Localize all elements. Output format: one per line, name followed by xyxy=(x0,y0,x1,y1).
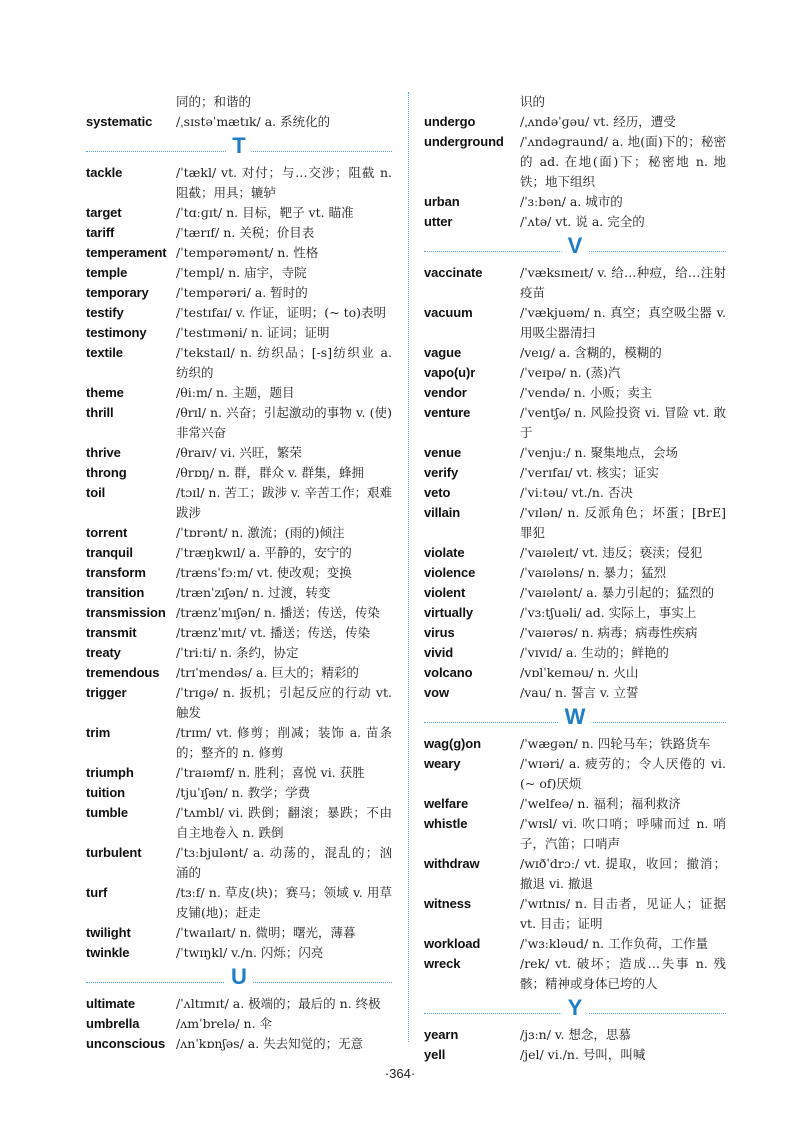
definition: /wɪðˈdrɔː/ vt. 提取，收回；撤消；撤退 vi. 撤退 xyxy=(520,856,726,891)
headword: tremendous xyxy=(86,665,160,680)
definition: /θiːm/ n. 主题，题目 xyxy=(176,385,295,400)
definition: /ˈtestɪfaɪ/ v. 作证，证明；(~ to)表明 xyxy=(176,305,387,320)
section-header xyxy=(86,134,392,160)
left-column xyxy=(86,92,392,1054)
headword: vacuum xyxy=(424,305,473,320)
dictionary-entry xyxy=(86,543,392,563)
headword: twilight xyxy=(86,925,131,940)
headword: textile xyxy=(86,345,123,360)
dictionary-entry xyxy=(86,843,392,883)
headword: vague xyxy=(424,345,462,360)
definition: /ˈɜːbən/ a. 城市的 xyxy=(520,194,623,209)
page-number: ·364· xyxy=(384,1066,416,1081)
headword: vendor xyxy=(424,385,467,400)
headword: violence xyxy=(424,565,476,580)
headword: venue xyxy=(424,445,462,460)
dictionary-entry xyxy=(424,543,726,563)
definition: /trænsˈfɔːm/ vt. 使改观；变换 xyxy=(176,565,352,580)
dictionary-entry xyxy=(86,563,392,583)
definition: /θraɪv/ vi. 兴旺，繁荣 xyxy=(176,445,302,460)
definition: /trænzˈmɪt/ vt. 播送；传送，传染 xyxy=(176,625,371,640)
dictionary-entry xyxy=(86,283,392,303)
dictionary-entry xyxy=(86,1014,392,1034)
headword: thrill xyxy=(86,405,114,420)
definition: /trɪˈmendəs/ a. 巨大的；精彩的 xyxy=(176,665,359,680)
definition: /ˈvendə/ n. 小贩；卖主 xyxy=(520,385,653,400)
definition: /ˈvæksɪneɪt/ v. 给…种痘，给…注射疫苗 xyxy=(520,265,726,300)
dictionary-entry xyxy=(424,132,726,192)
headword: umbrella xyxy=(86,1016,140,1031)
headword: villain xyxy=(424,505,461,520)
headword: venture xyxy=(424,405,471,420)
headword: tackle xyxy=(86,165,123,180)
headword: verify xyxy=(424,465,459,480)
headword: temperament xyxy=(86,245,167,260)
definition: /ˈtwɪŋkl/ v./n. 闪烁；闪亮 xyxy=(176,945,324,960)
headword: transition xyxy=(86,585,145,600)
dictionary-entry xyxy=(86,383,392,403)
dictionary-entry xyxy=(424,894,726,934)
definition: /ˈtwaɪlaɪt/ n. 微明；曙光，薄暮 xyxy=(176,925,356,940)
dictionary-entry xyxy=(86,303,392,323)
definition: /ˈʌltɪmɪt/ a. 极端的；最后的 n. 终极 xyxy=(176,996,381,1011)
dictionary-entry xyxy=(424,403,726,443)
headword: withdraw xyxy=(424,856,480,871)
definition: 识的 xyxy=(520,94,546,109)
headword: torrent xyxy=(86,525,128,540)
definition: /tɔɪl/ n. 苦工；跋涉 v. 辛苦工作；艰难跋涉 xyxy=(176,485,392,520)
headword: weary xyxy=(424,756,461,771)
definition: /ˈveɪpə/ n. (蒸)汽 xyxy=(520,365,621,380)
dictionary-entry xyxy=(86,343,392,383)
dictionary-entry xyxy=(86,583,392,603)
definition: /trɪm/ vt. 修剪；削减；装饰 a. 苗条的；整齐的 n. 修剪 xyxy=(176,725,392,760)
headword: turf xyxy=(86,885,108,900)
definition: /ˈtɑːɡɪt/ n. 目标，靶子 vt. 瞄准 xyxy=(176,205,354,220)
headword: utter xyxy=(424,214,453,229)
definition: /ˈtrɪɡə/ n. 扳机；引起反应的行动 vt. 触发 xyxy=(176,685,392,720)
section-header xyxy=(424,705,726,731)
definition: /ʌmˈbrelə/ n. 伞 xyxy=(176,1016,273,1031)
definition: /ˈventʃə/ n. 风险投资 vi. 冒险 vt. 敢于 xyxy=(520,405,726,440)
headword: yell xyxy=(424,1047,446,1062)
dictionary-entry xyxy=(86,443,392,463)
definition: /ˈverɪfaɪ/ vt. 核实；证实 xyxy=(520,465,659,480)
headword: unconscious xyxy=(86,1036,166,1051)
dictionary-entry xyxy=(424,623,726,643)
dictionary-entry xyxy=(86,263,392,283)
definition: /ˈwɪtnɪs/ n. 目击者，见证人；证据 vt. 目击；证明 xyxy=(520,896,726,931)
headword: throng xyxy=(86,465,127,480)
headword: violent xyxy=(424,585,466,600)
dictionary-entry xyxy=(424,92,726,112)
headword: testify xyxy=(86,305,124,320)
headword: trim xyxy=(86,725,111,740)
dictionary-entry xyxy=(86,203,392,223)
dictionary-entry xyxy=(86,803,392,843)
headword: treaty xyxy=(86,645,121,660)
dictionary-entry xyxy=(86,883,392,923)
definition: /ˈvaɪəleɪt/ vt. 违反；亵渎；侵犯 xyxy=(520,545,703,560)
definition: /ˈvɪlən/ n. 反派角色；坏蛋；[BrE]罪犯 xyxy=(520,505,726,540)
dictionary-entry xyxy=(86,723,392,763)
headword: theme xyxy=(86,385,124,400)
dictionary-entry xyxy=(86,463,392,483)
section-letter: W xyxy=(559,705,592,729)
headword: workload xyxy=(424,936,481,951)
definition: /ˌʌndəˈɡəu/ vt. 经历，遭受 xyxy=(520,114,676,129)
definition: /ˌsɪstəˈmætɪk/ a. 系统化的 xyxy=(176,114,331,129)
headword: violate xyxy=(424,545,465,560)
headword: tuition xyxy=(86,785,126,800)
definition: /ˈviːtəu/ vt./n. 否决 xyxy=(520,485,633,500)
definition: /ˈwɜːkləud/ n. 工作负荷，工作量 xyxy=(520,936,709,951)
headword: thrive xyxy=(86,445,121,460)
headword: turbulent xyxy=(86,845,142,860)
dictionary-entry xyxy=(86,223,392,243)
dictionary-entry xyxy=(86,763,392,783)
headword: underground xyxy=(424,134,504,149)
definition: /ˈvaɪələnt/ a. 暴力引起的；猛烈的 xyxy=(520,585,715,600)
definition: /ˈtriːti/ n. 条约，协定 xyxy=(176,645,299,660)
definition: /ˈtraɪəmf/ n. 胜利；喜悦 vi. 获胜 xyxy=(176,765,365,780)
headword: yearn xyxy=(424,1027,459,1042)
dictionary-entry xyxy=(424,854,726,894)
dictionary-entry xyxy=(424,112,726,132)
dictionary-entry xyxy=(424,1045,726,1065)
headword: virtually xyxy=(424,605,473,620)
headword: veto xyxy=(424,485,451,500)
dictionary-entry xyxy=(86,623,392,643)
dictionary-entry xyxy=(424,503,726,543)
dictionary-entry xyxy=(424,954,726,994)
definition: /ˈvaɪərəs/ n. 病毒；病毒性疾病 xyxy=(520,625,698,640)
headword: whistle xyxy=(424,816,468,831)
section-header xyxy=(86,965,392,991)
dictionary-entry xyxy=(424,794,726,814)
dictionary-entry xyxy=(86,243,392,263)
headword: twinkle xyxy=(86,945,130,960)
headword: virus xyxy=(424,625,455,640)
definition: /jɜːn/ v. 想念，思慕 xyxy=(520,1027,631,1042)
dictionary-entry xyxy=(424,603,726,623)
definition: /trænˈzɪʃən/ n. 过渡，转变 xyxy=(176,585,331,600)
dictionary-entry xyxy=(424,663,726,683)
headword: vow xyxy=(424,685,449,700)
dictionary-entry xyxy=(424,343,726,363)
dictionary-entry xyxy=(86,994,392,1014)
definition: /ˈtempl/ n. 庙宇，寺院 xyxy=(176,265,307,280)
headword: urban xyxy=(424,194,460,209)
dictionary-entry xyxy=(424,363,726,383)
dictionary-entry xyxy=(424,814,726,854)
dictionary-entry xyxy=(424,303,726,343)
definition: /ˈtræŋkwɪl/ a. 平静的，安宁的 xyxy=(176,545,352,560)
definition: 同的；和谐的 xyxy=(176,94,252,109)
definition: /ˈvenjuː/ n. 聚集地点，会场 xyxy=(520,445,678,460)
headword: transform xyxy=(86,565,146,580)
dictionary-entry xyxy=(86,523,392,543)
headword: vaccinate xyxy=(424,265,483,280)
dictionary-entry xyxy=(86,603,392,623)
definition: /ˈtestɪməni/ n. 证词；证明 xyxy=(176,325,330,340)
headword: trigger xyxy=(86,685,127,700)
definition: /tɜːf/ n. 草皮(块)；赛马；领域 v. 用草皮铺(地)；赶走 xyxy=(176,885,392,920)
definition: /ˈtʌmbl/ vi. 跌倒；翻滚；暴跌；不由自主地卷入 n. 跌倒 xyxy=(176,805,392,840)
headword: testimony xyxy=(86,325,147,340)
headword: vivid xyxy=(424,645,454,660)
definition: /ˈtɜːbjulənt/ a. 动荡的，混乱的；汹涌的 xyxy=(176,845,392,880)
dictionary-entry xyxy=(86,783,392,803)
dictionary-entry xyxy=(86,1034,392,1054)
section-letter: U xyxy=(225,965,253,989)
definition: /ˈwɪəri/ a. 疲劳的；令人厌倦的 vi. (~ of)厌烦 xyxy=(520,756,726,791)
definition: /ˈtekstaɪl/ n. 纺织品；[-s]纺织业 a. 纺织的 xyxy=(176,345,392,380)
section-letter: Y xyxy=(562,996,589,1020)
dictionary-entry xyxy=(424,934,726,954)
definition: /ˈtærɪf/ n. 关税；价目表 xyxy=(176,225,315,240)
definition: /ˈvɜːtʃuəli/ ad. 实际上，事实上 xyxy=(520,605,697,620)
definition: /ˈtempərəri/ a. 暂时的 xyxy=(176,285,308,300)
headword: tumble xyxy=(86,805,129,820)
dictionary-entry xyxy=(86,403,392,443)
definition: /rek/ vt. 破坏；造成…失事 n. 残骸；精神或身体已垮的人 xyxy=(520,956,726,991)
column-divider xyxy=(408,92,409,1042)
dictionary-entry xyxy=(86,323,392,343)
dictionary-entry xyxy=(424,443,726,463)
section-letter: V xyxy=(562,234,589,258)
headword: vapo(u)r xyxy=(424,365,476,380)
dictionary-entry xyxy=(424,212,726,232)
dictionary-entry xyxy=(86,683,392,723)
definition: /ˈʌndəɡraund/ a. 地(面)下的；秘密的 ad. 在地(面)下；秘密地 n. 地铁；地下组织 xyxy=(520,134,726,189)
dictionary-entry xyxy=(424,383,726,403)
headword: triumph xyxy=(86,765,134,780)
right-column xyxy=(424,92,726,1065)
definition: /vɒlˈkeɪnəu/ n. 火山 xyxy=(520,665,639,680)
definition: /tjuˈɪʃən/ n. 教学；学费 xyxy=(176,785,311,800)
headword: transmission xyxy=(86,605,166,620)
definition: /ʌnˈkɒnʃəs/ a. 失去知觉的；无意 xyxy=(176,1036,364,1051)
dictionary-entry xyxy=(424,643,726,663)
section-letter: T xyxy=(226,134,251,158)
headword: systematic xyxy=(86,114,153,129)
definition: /jel/ vi./n. 号叫，叫喊 xyxy=(520,1047,646,1062)
definition: /θrɒŋ/ n. 群，群众 v. 群集，蜂拥 xyxy=(176,465,364,480)
headword: temple xyxy=(86,265,128,280)
dictionary-entry xyxy=(424,754,726,794)
dictionary-entry xyxy=(424,563,726,583)
definition: /vau/ n. 誓言 v. 立誓 xyxy=(520,685,639,700)
definition: /ˈwelfeə/ n. 福利；福利救济 xyxy=(520,796,681,811)
definition: /veɪɡ/ a. 含糊的，模糊的 xyxy=(520,345,662,360)
definition: /ˈtɒrənt/ n. 激流；(雨的)倾注 xyxy=(176,525,345,540)
headword: volcano xyxy=(424,665,473,680)
dictionary-entry xyxy=(86,92,392,112)
headword: witness xyxy=(424,896,471,911)
headword: toil xyxy=(86,485,106,500)
definition: /ˈvækjuəm/ n. 真空；真空吸尘器 v. 用吸尘器清扫 xyxy=(520,305,726,340)
dictionary-entry xyxy=(86,483,392,523)
dictionary-entry xyxy=(424,1025,726,1045)
dictionary-entry xyxy=(424,483,726,503)
dictionary-entry xyxy=(424,463,726,483)
headword: undergo xyxy=(424,114,476,129)
headword: tariff xyxy=(86,225,115,240)
dictionary-entry xyxy=(424,583,726,603)
definition: /ˈwɪsl/ vi. 吹口哨；呼啸而过 n. 哨子，汽笛；口哨声 xyxy=(520,816,726,851)
headword: wag(g)on xyxy=(424,736,481,751)
dictionary-entry xyxy=(86,112,392,132)
headword: tranquil xyxy=(86,545,133,560)
dictionary-entry xyxy=(424,263,726,303)
definition: /ˈvaɪələns/ n. 暴力；猛烈 xyxy=(520,565,667,580)
headword: welfare xyxy=(424,796,469,811)
section-header xyxy=(424,996,726,1022)
definition: /trænzˈmɪʃən/ n. 播送；传送，传染 xyxy=(176,605,380,620)
headword: temporary xyxy=(86,285,149,300)
section-header xyxy=(424,234,726,260)
headword: target xyxy=(86,205,122,220)
dictionary-entry xyxy=(424,192,726,212)
dictionary-entry xyxy=(86,943,392,963)
definition: /ˈwæɡən/ n. 四轮马车；铁路货车 xyxy=(520,736,711,751)
headword: wreck xyxy=(424,956,461,971)
dictionary-entry xyxy=(86,923,392,943)
definition: /ˈtempərəmənt/ n. 性格 xyxy=(176,245,319,260)
definition: /θrɪl/ n. 兴奋；引起激动的事物 v. (使)非常兴奋 xyxy=(176,405,392,440)
dictionary-entry xyxy=(86,643,392,663)
dictionary-entry xyxy=(86,163,392,203)
headword: transmit xyxy=(86,625,137,640)
headword: ultimate xyxy=(86,996,136,1011)
dictionary-entry xyxy=(424,734,726,754)
definition: /ˈvɪvɪd/ a. 生动的；鲜艳的 xyxy=(520,645,669,660)
definition: /ˈʌtə/ vt. 说 a. 完全的 xyxy=(520,214,645,229)
dictionary-entry xyxy=(424,683,726,703)
dictionary-entry xyxy=(86,663,392,683)
definition: /ˈtækl/ vt. 对付；与…交涉；阻截 n. 阻截；用具；辘轳 xyxy=(176,165,392,200)
